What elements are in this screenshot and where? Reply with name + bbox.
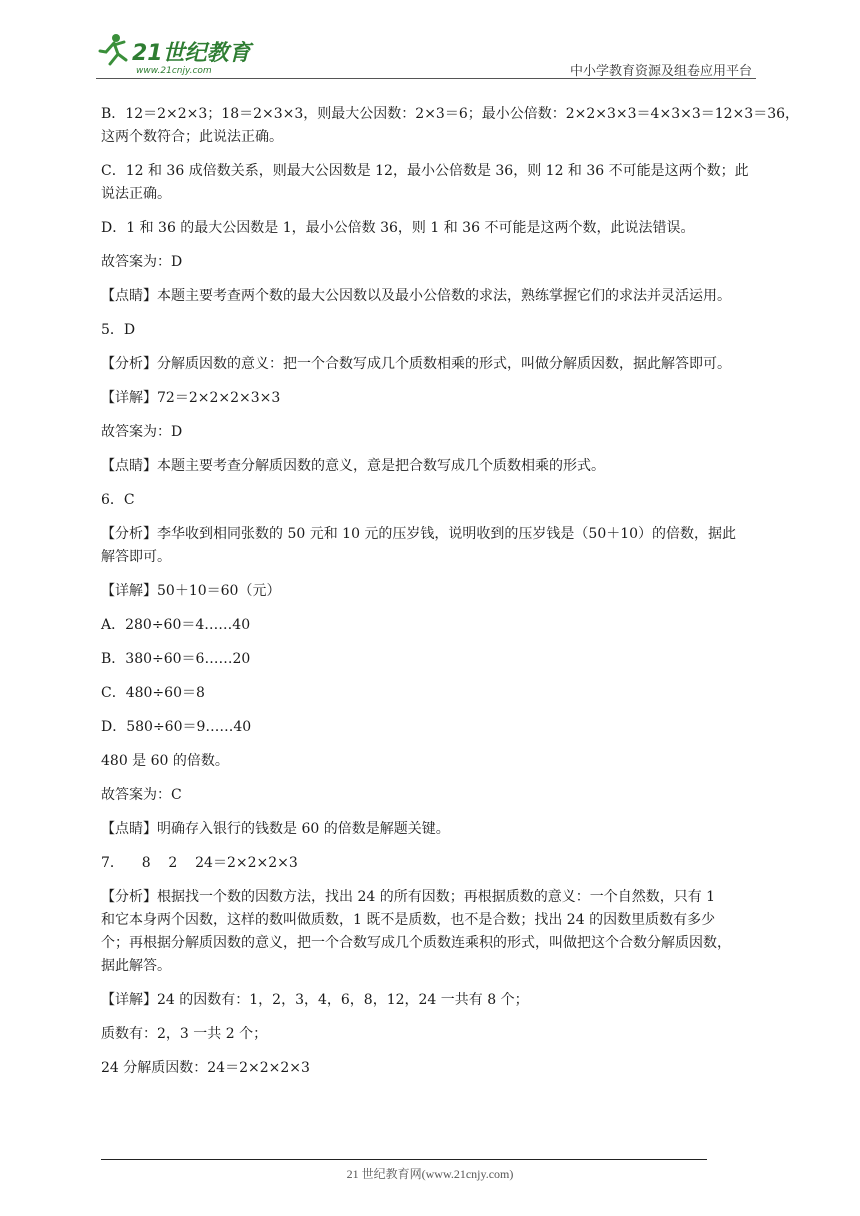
text-line: 【点睛】明确存入银行的钱数是 60 的倍数是解题关键。 [101,821,450,837]
text-line: 这两个数符合；此说法正确。 [101,129,283,145]
footer-divider [101,1159,707,1160]
page-footer: 21 世纪教育网(www.21cnjy.com) [346,1167,514,1181]
header-divider [96,78,756,79]
text-line: 【分析】分解质因数的意义：把一个合数写成几个质数相乘的形式，叫做分解质因数，据此解答即可。 [101,356,731,372]
text-line: 【点睛】本题主要考查两个数的最大公因数以及最小公倍数的求法，熟练掌握它们的求法并灵活运用。 [101,288,731,304]
text-line: C．12 和 36 成倍数关系，则最大公因数是 12，最小公倍数是 36，则 12 和 36 不可能是这两个数；此 [101,163,749,179]
text-line: C．480÷60＝8 [101,685,205,701]
text-line: 解答即可。 [101,549,171,565]
logo-url: www.21cnjy.com [136,66,212,76]
text-line: 故答案为：D [101,254,183,270]
runner-icon [100,34,126,64]
text-line: 【分析】根据找一个数的因数方法，找出 24 的所有因数；再根据质数的意义：一个自然数，只有 1 [101,889,716,905]
document-body [101,103,800,1091]
text-line: 据此解答。 [101,958,171,974]
text-line: D．580÷60＝9……40 [101,719,252,735]
text-line: 【详解】24 的因数有：1，2，3，4，6，8，12，24 一共有 8 个； [101,992,529,1008]
question-number: 5．D [101,322,136,338]
logo-text: 21世纪教育 [132,41,251,66]
text-line: 【详解】50＋10＝60（元） [101,583,281,599]
text-line: D．1 和 36 的最大公因数是 1，最小公倍数 36，则 1 和 36 不可能是这两个数，此说法错误。 [101,220,695,236]
text-line: 质数有：2，3 一共 2 个； [101,1026,268,1042]
text-line: B．12＝2×2×3；18＝2×3×3，则最大公因数：2×3＝6；最小公倍数：2×2×3×3＝4×3×3＝12×3＝36， [101,106,800,122]
question-number: 6．C [101,492,135,508]
text-line: 480 是 60 的倍数。 [101,753,229,769]
text-line: A．280÷60＝4……40 [101,617,251,633]
text-line: 【分析】李华收到相同张数的 50 元和 10 元的压岁钱，说明收到的压岁钱是（50＋10）的倍数，据此 [101,526,737,542]
text-line: 和它本身两个因数，这样的数叫做质数，1 既不是质数，也不是合数；找出 24 的因数里质数有多少 [101,912,716,928]
text-line: 故答案为：D [101,424,183,440]
page-header [96,30,756,80]
platform-name: 中小学教育资源及组卷应用平台 [569,64,752,79]
text-line: 24 分解质因数：24＝2×2×2×3 [101,1060,310,1076]
question-number: 7． 8 2 24＝2×2×2×3 [101,855,298,871]
site-logo [96,30,266,78]
text-line: 【点睛】本题主要考查分解质因数的意义，意是把合数写成几个质数相乘的形式。 [101,458,605,474]
text-line: 故答案为：C [101,787,182,803]
text-line: 个；再根据分解质因数的意义，把一个合数写成几个质数连乘积的形式，叫做把这个合数分解质因数， [101,935,731,951]
text-line: 说法正确。 [101,186,171,202]
text-line: B．380÷60＝6……20 [101,651,251,667]
text-line: 【详解】72＝2×2×2×3×3 [101,390,281,406]
